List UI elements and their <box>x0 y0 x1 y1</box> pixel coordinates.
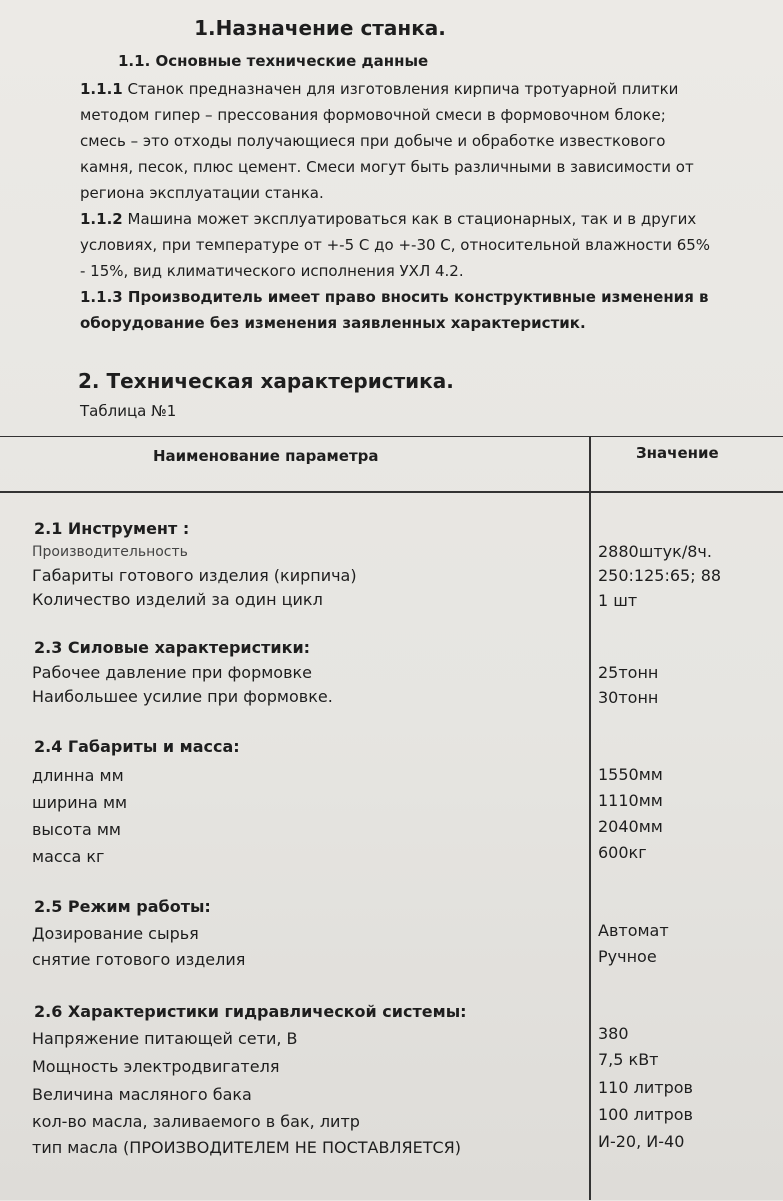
row-value: 250:125:65; 88 <box>598 566 722 585</box>
row-label: Количество изделий за один цикл <box>32 590 323 609</box>
group-title: 2.6 Характеристики гидравлической системы: <box>34 1002 467 1021</box>
row-value: 1110мм <box>598 791 663 810</box>
row-label: кол-во масла, заливаемого в бак, литр <box>32 1112 360 1131</box>
row-value: 100 литров <box>598 1105 693 1124</box>
row-label: ширина мм <box>32 793 128 812</box>
row-label: снятие готового изделия <box>32 950 246 969</box>
row-value: 30тонн <box>598 688 659 707</box>
section-1-1-subtitle: 1.1. Основные технические данные <box>118 52 429 70</box>
text-line: смесь – это отходы получающиеся при добыче и обработке известкового <box>80 132 666 150</box>
row-value: 600кг <box>598 843 647 862</box>
row-value: 7,5 кВт <box>598 1050 659 1069</box>
paragraph-1-1-2 <box>80 206 740 284</box>
row-label: Мощность электродвигателя <box>32 1057 280 1076</box>
row-value: 2880штук/8ч. <box>598 542 712 561</box>
row-value: Автомат <box>598 921 669 940</box>
header-value: Значение <box>636 444 719 462</box>
text-line: Машина может эксплуатироваться как в стационарных, так и в других <box>127 210 697 228</box>
text-line: оборудование без изменения заявленных характеристик. <box>80 314 586 332</box>
table-column-divider <box>589 436 591 1200</box>
text-line: камня, песок, плюс цемент. Смеси могут быть различными в зависимости от <box>80 158 694 176</box>
text-line: региона эксплуатации станка. <box>80 184 324 202</box>
row-label: Наибольшее усилие при формовке. <box>32 687 333 706</box>
group-title: 2.5 Режим работы: <box>34 897 211 916</box>
row-label: высота мм <box>32 820 121 839</box>
group-title: 2.4 Габариты и масса: <box>34 737 240 756</box>
paragraph-number: 1.1.2 <box>80 210 123 228</box>
row-label: Дозирование сырья <box>32 924 199 943</box>
row-value: Ручное <box>598 947 657 966</box>
row-label: масса кг <box>32 847 105 866</box>
row-value: 1550мм <box>598 765 663 784</box>
section-2-title: 2. Техническая характеристика. <box>78 369 454 393</box>
row-label: Производительность <box>32 544 188 560</box>
text-line: Станок предназначен для изготовления кирпича тротуарной плитки <box>127 80 679 98</box>
paragraph-number: 1.1.1 <box>80 80 123 98</box>
row-value: 380 <box>598 1024 629 1043</box>
group-title: 2.1 Инструмент : <box>34 519 190 538</box>
paragraph-1-1-1 <box>80 76 740 206</box>
row-label: длинна мм <box>32 766 124 785</box>
row-label: Величина масляного бака <box>32 1085 252 1104</box>
row-value: 110 литров <box>598 1078 693 1097</box>
row-label: Габариты готового изделия (кирпича) <box>32 566 357 585</box>
paragraph-1-1-3 <box>80 284 740 336</box>
section-1-title: 1.Назначение станка. <box>194 16 446 40</box>
row-value: 2040мм <box>598 817 663 836</box>
header-param: Наименование параметра <box>153 447 379 465</box>
group-title: 2.3 Силовые характеристики: <box>34 638 311 657</box>
text-line: 1.1.3 Производитель имеет право вносить конструктивные изменения в <box>80 288 709 306</box>
row-value: И-20, И-40 <box>598 1132 685 1151</box>
row-value: 25тонн <box>598 663 659 682</box>
text-line: - 15%, вид климатического исполнения УХЛ 4.2. <box>80 262 464 280</box>
row-label: тип масла (ПРОИЗВОДИТЕЛЕМ НЕ ПОСТАВЛЯЕТСЯ) <box>32 1138 462 1157</box>
table-caption: Таблица №1 <box>80 402 177 420</box>
row-value: 1 шт <box>598 591 638 610</box>
table-header-divider <box>0 491 783 493</box>
row-label: Напряжение питающей сети, В <box>32 1029 298 1048</box>
text-line: методом гипер – прессования формовочной смеси в формовочном блоке; <box>80 106 666 124</box>
row-label: Рабочее давление при формовке <box>32 663 313 682</box>
text-line: условиях, при температуре от +-5 С до +-30 С, относительной влажности 65% <box>80 236 711 254</box>
